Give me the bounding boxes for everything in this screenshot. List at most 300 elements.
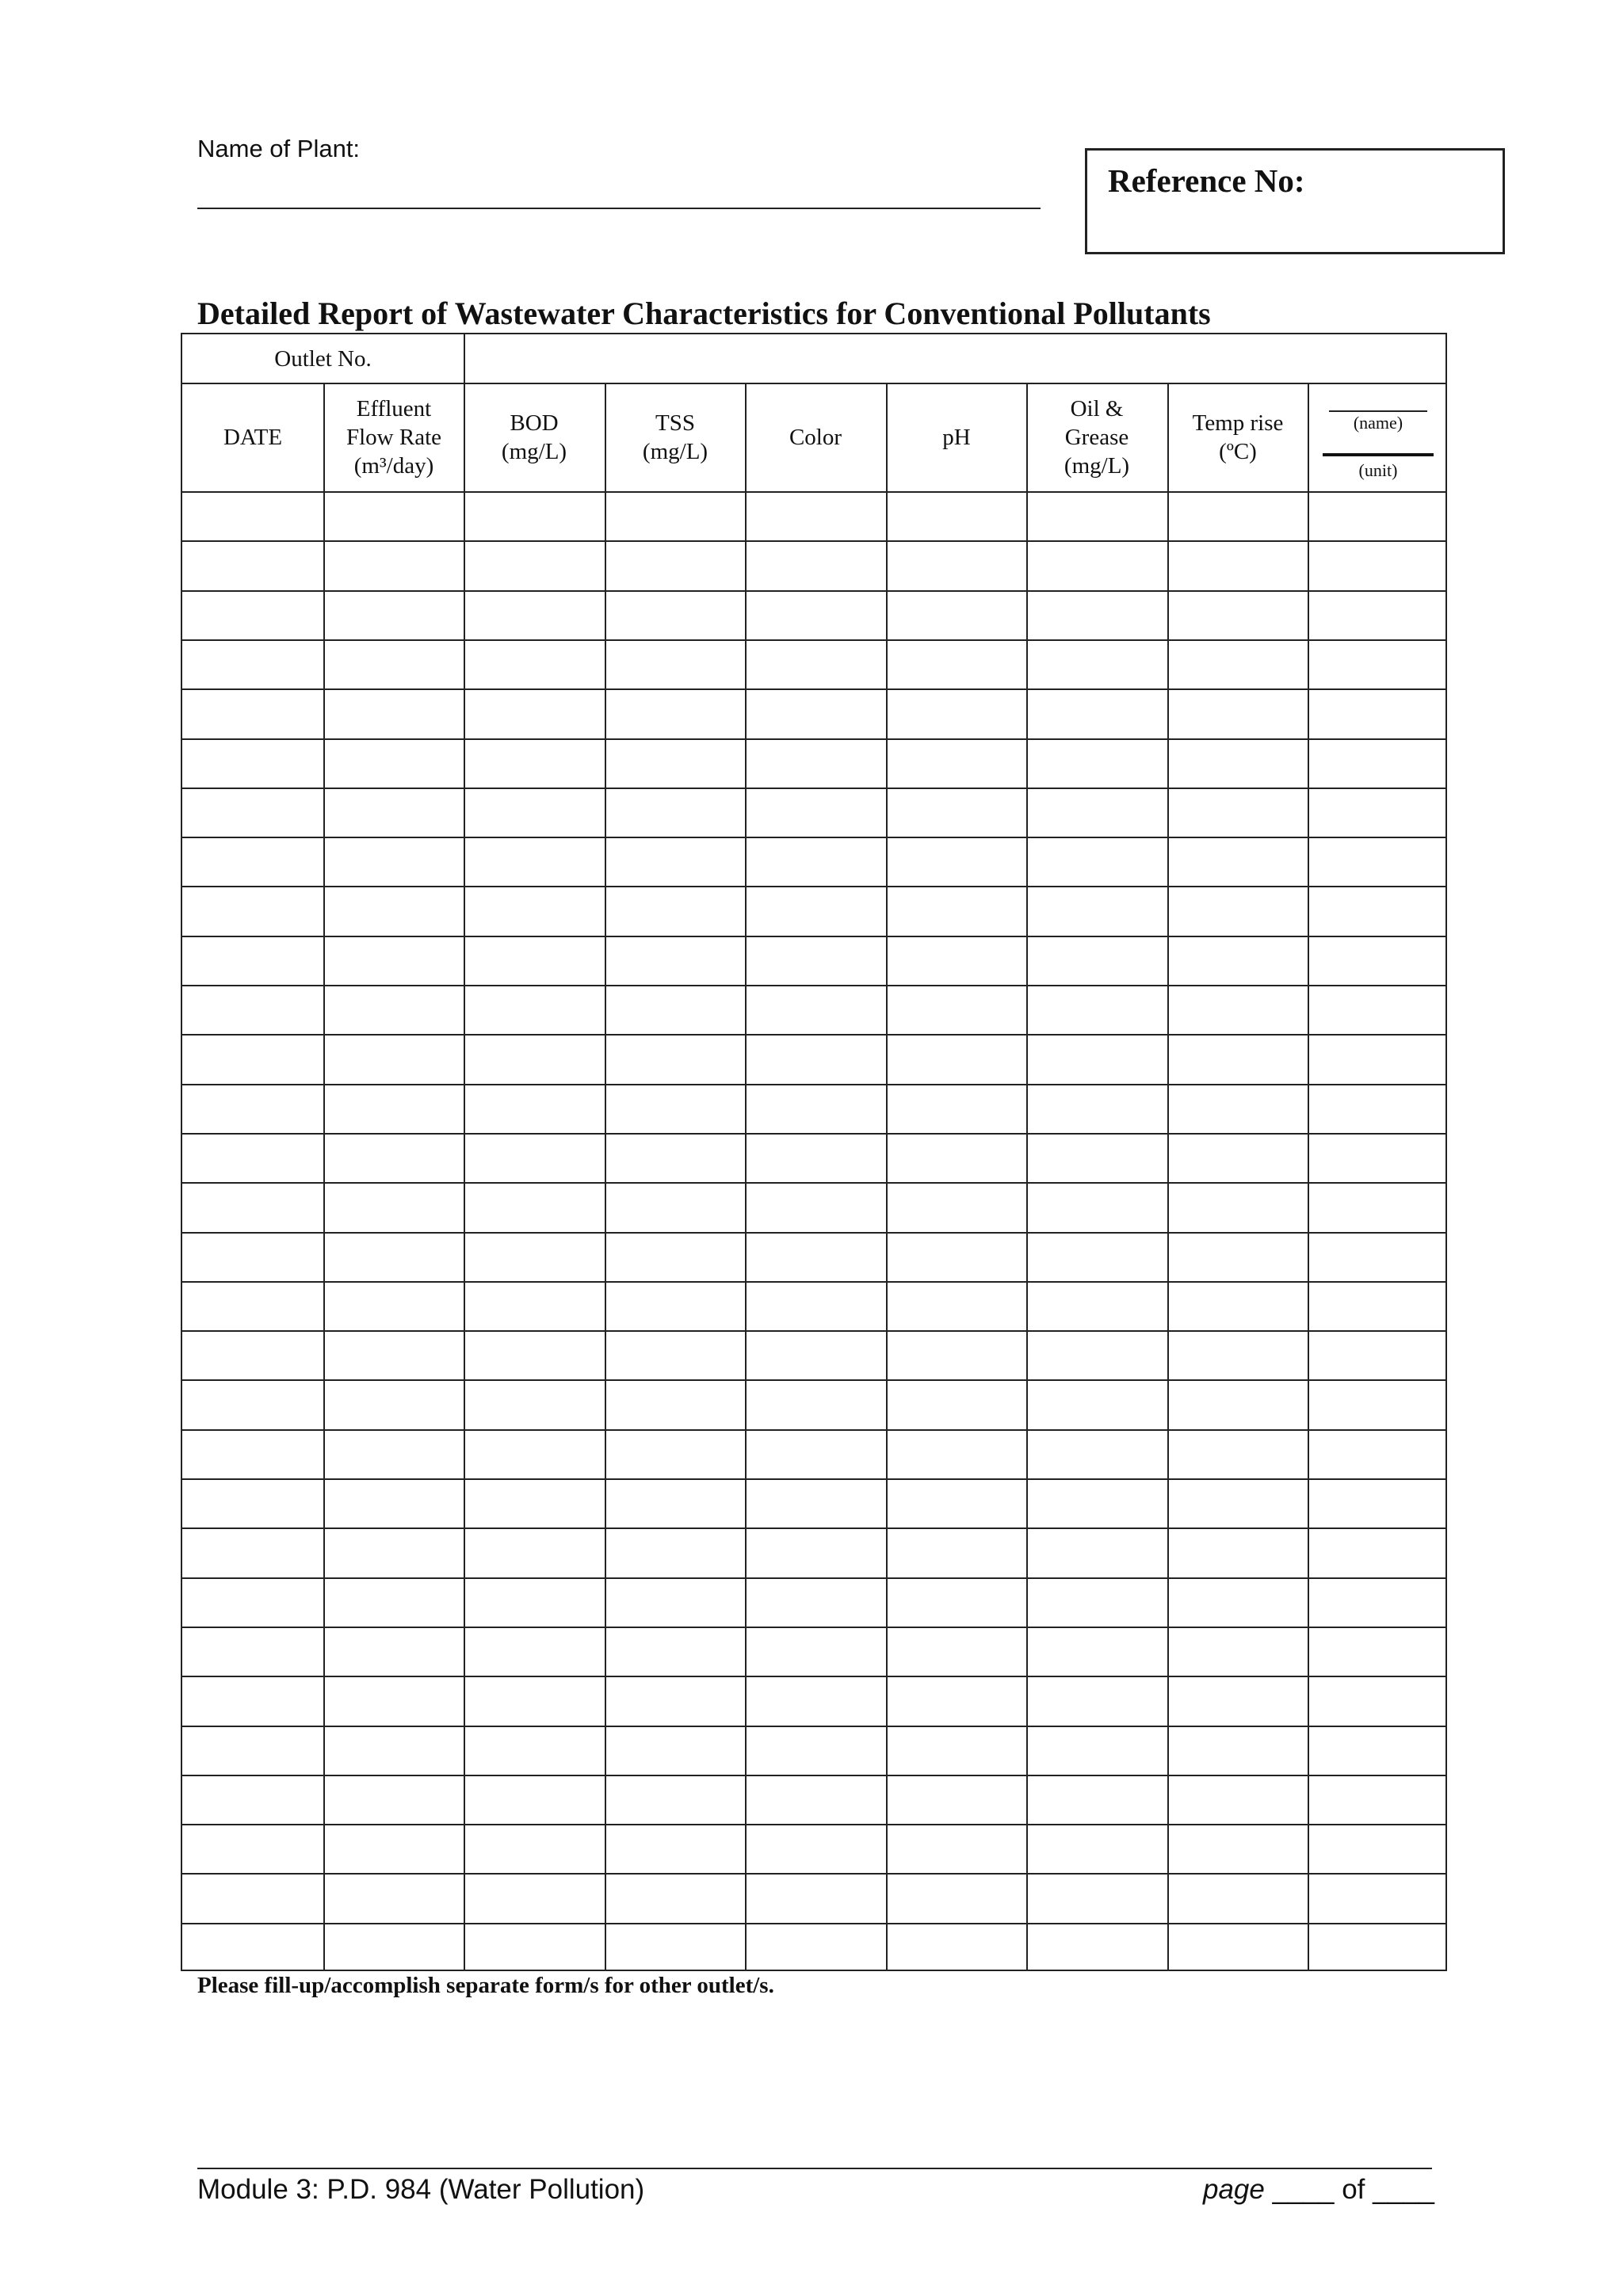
table-cell[interactable] (606, 1234, 744, 1280)
table-cell[interactable] (1309, 1431, 1447, 1477)
table-cell[interactable] (888, 1332, 1025, 1378)
table-cell[interactable] (888, 887, 1025, 933)
table-cell[interactable] (1169, 1035, 1307, 1081)
table-cell[interactable] (184, 789, 322, 835)
table-cell[interactable] (465, 1480, 603, 1526)
report-title: Detailed Report of Wastewater Characteristics for Conventional Pollutants (197, 296, 1211, 331)
table-cell[interactable] (606, 1677, 744, 1723)
table-cell[interactable] (465, 1381, 603, 1427)
table-cell[interactable] (747, 1529, 884, 1575)
table-cell[interactable] (747, 493, 884, 539)
table-cell[interactable] (184, 1431, 322, 1477)
page-word: page (1203, 2174, 1265, 2205)
table-cell[interactable] (888, 493, 1025, 539)
table-cell[interactable] (747, 1480, 884, 1526)
table-cell[interactable] (747, 838, 884, 884)
table-cell[interactable] (325, 1085, 463, 1131)
table-cell[interactable] (1309, 1480, 1447, 1526)
of-blank[interactable]: ____ (1373, 2174, 1435, 2205)
custom-unit-label: (unit) (1358, 460, 1398, 480)
column-header (605, 383, 746, 491)
page-number (1203, 2174, 1434, 2206)
table-cell[interactable] (888, 1480, 1025, 1526)
table-cell[interactable] (1309, 838, 1447, 884)
table-cell[interactable] (1169, 690, 1307, 736)
table-cell[interactable] (465, 986, 603, 1032)
table-cell[interactable] (325, 493, 463, 539)
table-cell[interactable] (1169, 1381, 1307, 1427)
table-cell[interactable] (1028, 1431, 1166, 1477)
table-cell[interactable] (888, 838, 1025, 884)
table-cell[interactable] (1169, 493, 1307, 539)
table-cell[interactable] (1309, 986, 1447, 1032)
table-cell[interactable] (888, 1628, 1025, 1674)
table-cell[interactable] (465, 690, 603, 736)
table-cell[interactable] (465, 740, 603, 786)
table-cell[interactable] (465, 1431, 603, 1477)
table-cell[interactable] (1169, 1431, 1307, 1477)
table-cell[interactable] (606, 1579, 744, 1625)
table-cell[interactable] (325, 1135, 463, 1180)
table-cell[interactable] (1309, 937, 1447, 983)
table-cell[interactable] (1309, 592, 1447, 638)
table-cell[interactable] (1028, 1579, 1166, 1625)
table-cell[interactable] (1309, 690, 1447, 736)
table-cell[interactable] (325, 1825, 463, 1871)
table-cell[interactable] (325, 986, 463, 1032)
table-cell[interactable] (1169, 937, 1307, 983)
table-cell[interactable] (606, 1381, 744, 1427)
table-cell[interactable] (184, 1234, 322, 1280)
column-header-line: (mg/L) (501, 439, 567, 464)
column-header-line: Grease (1064, 425, 1129, 450)
table-cell[interactable] (465, 1135, 603, 1180)
table-cell[interactable] (184, 1035, 322, 1081)
table-cell[interactable] (1169, 986, 1307, 1032)
table-cell[interactable] (747, 592, 884, 638)
table-cell[interactable] (184, 1480, 322, 1526)
table-cell[interactable] (747, 641, 884, 687)
table-cell[interactable] (1309, 740, 1447, 786)
table-cell[interactable] (888, 789, 1025, 835)
table-cell[interactable] (1028, 690, 1166, 736)
of-word: of (1342, 2174, 1365, 2205)
table-cell[interactable] (465, 1727, 603, 1773)
table-cell[interactable] (1309, 1184, 1447, 1230)
table-cell[interactable] (1309, 1875, 1447, 1920)
table-cell[interactable] (888, 1381, 1025, 1427)
table-cell[interactable] (1309, 493, 1447, 539)
table-cell[interactable] (465, 592, 603, 638)
table-cell[interactable] (888, 1776, 1025, 1822)
table-cell[interactable] (606, 1825, 744, 1871)
column-header-line: Effluent (356, 396, 432, 421)
table-cell[interactable] (1028, 838, 1166, 884)
table-cell[interactable] (325, 1776, 463, 1822)
table-cell[interactable] (1028, 1924, 1166, 1970)
table-cell[interactable] (1309, 542, 1447, 588)
column-header (323, 383, 464, 491)
table-cell[interactable] (747, 1677, 884, 1723)
table-cell[interactable] (325, 1677, 463, 1723)
table-cell[interactable] (465, 1579, 603, 1625)
table-cell[interactable] (184, 937, 322, 983)
table-cell[interactable] (1169, 1776, 1307, 1822)
table-cell[interactable] (1169, 1332, 1307, 1378)
table-cell[interactable] (606, 690, 744, 736)
table-cell[interactable] (465, 1924, 603, 1970)
table-cell[interactable] (325, 838, 463, 884)
table-cell[interactable] (465, 937, 603, 983)
table-cell[interactable] (465, 1875, 603, 1920)
table-cell[interactable] (1309, 641, 1447, 687)
table-cell[interactable] (184, 1677, 322, 1723)
table-cell[interactable] (325, 1579, 463, 1625)
table-cell[interactable] (747, 986, 884, 1032)
report-table (181, 333, 1447, 1971)
table-cell[interactable] (465, 641, 603, 687)
table-cell[interactable] (325, 1283, 463, 1329)
custom-name-label: (name) (1353, 413, 1403, 433)
table-cell[interactable] (1169, 1085, 1307, 1131)
table-cell[interactable] (1309, 1283, 1447, 1329)
table-cell[interactable] (606, 986, 744, 1032)
table-cell[interactable] (1028, 1035, 1166, 1081)
table-cell[interactable] (1309, 1579, 1447, 1625)
table-cell[interactable] (1169, 542, 1307, 588)
table-cell[interactable] (184, 1381, 322, 1427)
table-cell[interactable] (1309, 887, 1447, 933)
table-cell[interactable] (325, 1529, 463, 1575)
footnote: Please fill-up/accomplish separate form/s for other outlet/s. (197, 1973, 774, 1998)
table-cell[interactable] (465, 789, 603, 835)
table-cell[interactable] (747, 937, 884, 983)
table-cell[interactable] (1028, 1283, 1166, 1329)
table-cell[interactable] (1028, 1875, 1166, 1920)
table-cell[interactable] (888, 1875, 1025, 1920)
table-cell[interactable] (184, 542, 322, 588)
table-cell[interactable] (325, 887, 463, 933)
table-cell[interactable] (1028, 1677, 1166, 1723)
table-cell[interactable] (888, 542, 1025, 588)
table-cell[interactable] (606, 1184, 744, 1230)
page-blank[interactable]: ____ (1272, 2174, 1335, 2205)
table-cell[interactable] (1169, 1283, 1307, 1329)
table-cell[interactable] (606, 1480, 744, 1526)
table-cell[interactable] (1169, 740, 1307, 786)
table-cell[interactable] (1169, 641, 1307, 687)
table-cell[interactable] (747, 740, 884, 786)
table-cell[interactable] (325, 542, 463, 588)
table-cell[interactable] (465, 1184, 603, 1230)
table-cell[interactable] (606, 1035, 744, 1081)
table-cell[interactable] (1309, 789, 1447, 835)
table-cell[interactable] (888, 1431, 1025, 1477)
table-cell[interactable] (1028, 1135, 1166, 1180)
table-cell[interactable] (606, 1135, 744, 1180)
table-cell[interactable] (888, 1135, 1025, 1180)
table-cell[interactable] (325, 1431, 463, 1477)
table-cell[interactable] (325, 1332, 463, 1378)
table-cell[interactable] (606, 1085, 744, 1131)
table-cell[interactable] (1309, 1135, 1447, 1180)
table-cell[interactable] (747, 1579, 884, 1625)
table-cell[interactable] (325, 1184, 463, 1230)
table-cell[interactable] (184, 493, 322, 539)
table-cell[interactable] (325, 740, 463, 786)
table-cell[interactable] (888, 1529, 1025, 1575)
table-cell[interactable] (1028, 887, 1166, 933)
table-cell[interactable] (1309, 1085, 1447, 1131)
table-cell[interactable] (1028, 1184, 1166, 1230)
table-cell[interactable] (606, 937, 744, 983)
table-cell[interactable] (888, 1035, 1025, 1081)
table-cell[interactable] (465, 1529, 603, 1575)
table-cell[interactable] (325, 641, 463, 687)
table-cell[interactable] (1309, 1381, 1447, 1427)
table-cell[interactable] (1028, 1332, 1166, 1378)
table-cell[interactable] (1028, 542, 1166, 588)
table-cell[interactable] (1169, 1480, 1307, 1526)
table-cell[interactable] (1169, 838, 1307, 884)
table-cell[interactable] (1169, 1135, 1307, 1180)
table-cell[interactable] (1028, 1776, 1166, 1822)
table-cell[interactable] (606, 1431, 744, 1477)
table-cell[interactable] (1028, 1480, 1166, 1526)
table-cell[interactable] (325, 1035, 463, 1081)
plant-name-field[interactable] (197, 208, 1041, 209)
table-cell[interactable] (465, 1825, 603, 1871)
table-cell[interactable] (1309, 1776, 1447, 1822)
table-cell[interactable] (888, 1184, 1025, 1230)
table-cell[interactable] (1309, 1924, 1447, 1970)
table-cell[interactable] (1028, 1628, 1166, 1674)
table-cell[interactable] (465, 1234, 603, 1280)
table-cell[interactable] (747, 542, 884, 588)
table-cell[interactable] (184, 740, 322, 786)
table-cell[interactable] (1169, 1529, 1307, 1575)
plant-name-label: Name of Plant: (197, 135, 361, 162)
table-cell[interactable] (888, 1825, 1025, 1871)
column-header (464, 383, 605, 491)
table-cell[interactable] (1309, 1529, 1447, 1575)
table-cell[interactable] (747, 1825, 884, 1871)
table-cell[interactable] (747, 1234, 884, 1280)
table-cell[interactable] (1028, 937, 1166, 983)
table-cell[interactable] (888, 1283, 1025, 1329)
table-cell[interactable] (325, 1234, 463, 1280)
table-cell[interactable] (1028, 986, 1166, 1032)
table-cell[interactable] (325, 690, 463, 736)
table-cell[interactable] (747, 1283, 884, 1329)
table-cell[interactable] (1309, 1332, 1447, 1378)
table-cell[interactable] (1028, 1085, 1166, 1131)
table-cell[interactable] (184, 1825, 322, 1871)
table-cell[interactable] (184, 986, 322, 1032)
table-cell[interactable] (606, 789, 744, 835)
table-cell[interactable] (184, 1529, 322, 1575)
table-cell[interactable] (606, 887, 744, 933)
table-cell[interactable] (1169, 1579, 1307, 1625)
table-cell[interactable] (1309, 1234, 1447, 1280)
table-cell[interactable] (1169, 1184, 1307, 1230)
table-cell[interactable] (1309, 1035, 1447, 1081)
table-cell[interactable] (606, 1332, 744, 1378)
table-cell[interactable] (606, 542, 744, 588)
table-cell[interactable] (606, 1924, 744, 1970)
table-cell[interactable] (1169, 1875, 1307, 1920)
table-cell[interactable] (184, 1924, 322, 1970)
table-cell[interactable] (888, 937, 1025, 983)
outlet-divider (464, 334, 465, 383)
table-cell[interactable] (606, 838, 744, 884)
table-cell[interactable] (184, 1875, 322, 1920)
table-cell[interactable] (888, 1727, 1025, 1773)
table-cell[interactable] (747, 789, 884, 835)
table-cell[interactable] (888, 986, 1025, 1032)
table-cell[interactable] (747, 1924, 884, 1970)
table-cell[interactable] (184, 838, 322, 884)
table-cell[interactable] (184, 1579, 322, 1625)
table-cell[interactable] (1169, 1825, 1307, 1871)
column-header (886, 383, 1027, 491)
table-cell[interactable] (184, 1184, 322, 1230)
table-cell[interactable] (184, 641, 322, 687)
table-cell[interactable] (1028, 493, 1166, 539)
table-cell[interactable] (747, 1381, 884, 1427)
table-cell[interactable] (465, 838, 603, 884)
table-cell[interactable] (465, 1283, 603, 1329)
table-cell[interactable] (1028, 592, 1166, 638)
table-cell[interactable] (1169, 1628, 1307, 1674)
table-cell[interactable] (1169, 1924, 1307, 1970)
table-cell[interactable] (1169, 887, 1307, 933)
table-cell[interactable] (888, 1234, 1025, 1280)
column-header-line: (mg/L) (642, 439, 708, 464)
table-cell[interactable] (606, 1727, 744, 1773)
table-cell[interactable] (1169, 1727, 1307, 1773)
table-cell[interactable] (465, 1677, 603, 1723)
table-cell[interactable] (465, 1035, 603, 1081)
table-cell[interactable] (606, 1628, 744, 1674)
table-cell[interactable] (747, 1184, 884, 1230)
column-header-line: (ºC) (1219, 439, 1257, 464)
table-cell[interactable] (606, 592, 744, 638)
table-cell[interactable] (325, 789, 463, 835)
table-cell[interactable] (1309, 1825, 1447, 1871)
table-cell[interactable] (184, 690, 322, 736)
table-cell[interactable] (184, 1283, 322, 1329)
table-cell[interactable] (465, 493, 603, 539)
table-cell[interactable] (606, 1776, 744, 1822)
custom-name-blank[interactable] (1329, 410, 1427, 412)
table-cell[interactable] (1028, 1234, 1166, 1280)
table-cell[interactable] (888, 690, 1025, 736)
table-cell[interactable] (184, 1628, 322, 1674)
table-cell[interactable] (888, 1677, 1025, 1723)
table-cell[interactable] (1028, 641, 1166, 687)
table-cell[interactable] (1028, 1381, 1166, 1427)
table-cell[interactable] (747, 1085, 884, 1131)
table-cell[interactable] (325, 1875, 463, 1920)
table-cell[interactable] (184, 1085, 322, 1131)
table-cell[interactable] (465, 1332, 603, 1378)
table-cell[interactable] (325, 1480, 463, 1526)
table-cell[interactable] (888, 1085, 1025, 1131)
table-cell[interactable] (465, 1628, 603, 1674)
column-header-line: (mg/L) (1064, 453, 1130, 479)
table-cell[interactable] (747, 1875, 884, 1920)
table-cell[interactable] (747, 1628, 884, 1674)
column-header-line: DATE (223, 425, 283, 450)
table-cell[interactable] (325, 1381, 463, 1427)
table-cell[interactable] (184, 1332, 322, 1378)
table-cell[interactable] (465, 542, 603, 588)
table-cell[interactable] (465, 1085, 603, 1131)
table-cell[interactable] (184, 887, 322, 933)
table-cell[interactable] (747, 1035, 884, 1081)
table-cell[interactable] (1309, 1677, 1447, 1723)
table-cell[interactable] (325, 1628, 463, 1674)
table-cell[interactable] (606, 1529, 744, 1575)
table-cell[interactable] (1169, 592, 1307, 638)
table-cell[interactable] (1169, 789, 1307, 835)
table-cell[interactable] (465, 887, 603, 933)
table-cell[interactable] (184, 1727, 322, 1773)
table-cell[interactable] (325, 937, 463, 983)
table-cell[interactable] (184, 1135, 322, 1180)
table-cell[interactable] (1169, 1677, 1307, 1723)
table-cell[interactable] (1309, 1628, 1447, 1674)
table-cell[interactable] (747, 1332, 884, 1378)
column-header-line: pH (942, 425, 971, 450)
table-cell[interactable] (1169, 1234, 1307, 1280)
table-cell[interactable] (747, 1727, 884, 1773)
table-cell[interactable] (888, 1924, 1025, 1970)
table-cell[interactable] (325, 1727, 463, 1773)
table-cell[interactable] (747, 690, 884, 736)
table-cell[interactable] (747, 1431, 884, 1477)
table-cell[interactable] (606, 641, 744, 687)
table-cell[interactable] (606, 1283, 744, 1329)
table-cell[interactable] (1028, 740, 1166, 786)
table-cell[interactable] (888, 592, 1025, 638)
table-cell[interactable] (1028, 789, 1166, 835)
table-cell[interactable] (1028, 1825, 1166, 1871)
table-cell[interactable] (606, 740, 744, 786)
table-cell[interactable] (465, 1776, 603, 1822)
table-cell[interactable] (747, 1135, 884, 1180)
table-cell[interactable] (1309, 1727, 1447, 1773)
column-header-line: Oil & (1070, 396, 1124, 421)
table-cell[interactable] (1028, 1529, 1166, 1575)
column-header (1026, 383, 1167, 491)
table-cell[interactable] (325, 1924, 463, 1970)
table-cell[interactable] (888, 740, 1025, 786)
table-cell[interactable] (747, 1776, 884, 1822)
table-cell[interactable] (325, 592, 463, 638)
table-cell[interactable] (184, 592, 322, 638)
table-cell[interactable] (747, 887, 884, 933)
table-cell[interactable] (888, 1579, 1025, 1625)
table-cell[interactable] (1028, 1727, 1166, 1773)
table-cell[interactable] (888, 641, 1025, 687)
table-cell[interactable] (184, 1776, 322, 1822)
table-cell[interactable] (606, 1875, 744, 1920)
outlet-number-field[interactable] (465, 334, 1445, 383)
table-cell[interactable] (606, 493, 744, 539)
reference-box[interactable] (1085, 148, 1505, 254)
